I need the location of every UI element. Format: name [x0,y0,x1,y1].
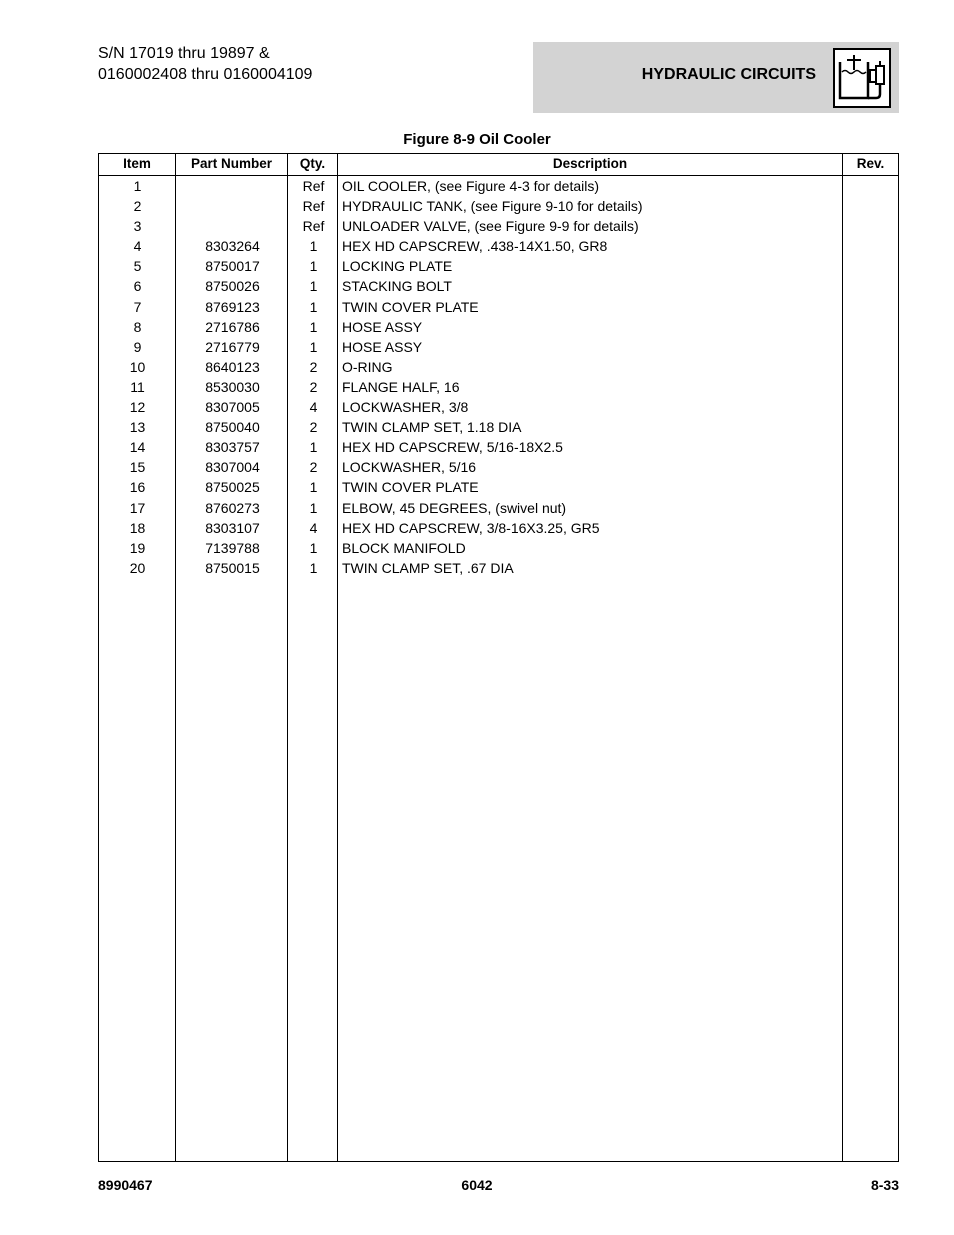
item-cell: 6 [133,278,142,295]
table-row [99,558,898,578]
table-row [99,477,898,497]
qty-cell: Ref [302,178,325,194]
description-cell: HOSE ASSY [342,338,423,355]
part-number-cell: 8750026 [205,278,260,295]
part-number-cell: 8530030 [205,378,260,395]
column-header-item: Item [123,156,151,171]
part-number-cell: 8750040 [205,419,260,436]
item-cell: 2 [133,198,142,215]
description-cell: LOCKWASHER, 5/16 [342,459,477,476]
item-cell: 20 [129,559,146,576]
table-row [99,196,898,216]
footer-page-number: 8-33 [870,1177,899,1193]
part-number-cell: 7139788 [205,539,260,556]
part-number-cell: 8303264 [205,238,260,255]
qty-cell: 1 [309,499,318,516]
qty-cell: 4 [309,519,318,536]
part-number-cell: 8303107 [205,519,260,536]
qty-cell: 2 [309,378,318,395]
part-number-cell: 8769123 [205,298,260,315]
part-number-cell: 8750025 [205,479,260,496]
item-cell: 11 [130,378,145,395]
table-row [99,297,898,317]
item-cell: 3 [133,218,142,235]
description-cell: OIL COOLER, (see Figure 4-3 for details) [342,178,600,194]
serial-line-2: 0160002408 thru 0160004109 [98,66,313,83]
description-cell: BLOCK MANIFOLD [342,539,466,556]
description-cell: TWIN COVER PLATE [342,479,479,496]
part-number-cell: 2716779 [205,338,260,355]
item-cell: 10 [129,358,146,375]
qty-cell: 1 [309,539,318,556]
column-header-rev: Rev. [856,156,885,171]
description-cell: HOSE ASSY [342,318,423,335]
table-row [99,538,898,558]
item-cell: 7 [133,298,142,315]
qty-cell: 2 [309,459,318,476]
table-row [99,377,898,397]
footer-document-number: 8990467 [98,1177,153,1193]
table-row [99,276,898,296]
section-title: HYDRAULIC CIRCUITS [641,66,816,83]
description-cell: TWIN CLAMP SET, .67 DIA [342,559,514,576]
table-row [99,236,898,256]
qty-cell: 1 [309,439,318,456]
column-header-qty: Qty. [299,156,326,171]
qty-cell: 1 [309,298,318,315]
item-cell: 14 [129,439,146,456]
item-cell: 15 [129,459,146,476]
part-number-cell: 8303757 [205,439,260,456]
description-cell: HEX HD CAPSCREW, .438-14X1.50, GR8 [342,238,608,255]
description-cell: LOCKING PLATE [342,258,453,275]
table-row [99,216,898,236]
footer-model-number: 6042 [461,1177,493,1193]
qty-cell: Ref [302,198,325,215]
serial-number-range [98,43,312,85]
parts-table [98,153,899,1162]
item-cell: 5 [133,258,142,275]
description-cell: ELBOW, 45 DEGREES, (swivel nut) [342,499,567,516]
table-row [99,337,898,357]
item-cell: 18 [129,519,146,536]
table-body [99,176,898,578]
item-cell: 13 [129,419,146,436]
column-header-description: Description [552,156,628,171]
qty-cell: 1 [309,559,318,576]
part-number-cell: 8750015 [205,559,260,576]
serial-line-1: S/N 17019 thru 19897 & [98,45,270,62]
table-row [99,256,898,276]
item-cell: 9 [133,338,142,355]
table-row [99,176,898,196]
description-cell: UNLOADER VALVE, (see Figure 9-9 for details) [342,218,639,235]
qty-cell: 1 [309,258,318,275]
table-row [99,518,898,538]
description-cell: LOCKWASHER, 3/8 [342,399,469,416]
item-cell: 4 [133,238,142,255]
table-row [99,357,898,377]
item-cell: 12 [129,399,146,416]
qty-cell: 1 [309,318,318,335]
table-row [99,498,898,518]
part-number-cell: 8640123 [205,358,260,375]
qty-cell: Ref [302,218,325,235]
description-cell: HYDRAULIC TANK, (see Figure 9-10 for details) [342,198,643,215]
qty-cell: 4 [309,399,318,416]
figure-title: Figure 8-9 Oil Cooler [403,131,551,148]
item-cell: 19 [129,539,146,556]
table-row [99,397,898,417]
qty-cell: 1 [309,479,318,496]
part-number-cell: 2716786 [205,318,260,335]
qty-cell: 2 [309,419,318,436]
part-number-cell: 8307004 [205,459,260,476]
description-cell: TWIN CLAMP SET, 1.18 DIA [342,419,522,436]
item-cell: 16 [129,479,146,496]
description-cell: O-RING [342,358,393,375]
item-cell: 17 [129,499,146,516]
description-cell: TWIN COVER PLATE [342,298,479,315]
part-number-cell: 8750017 [205,258,260,275]
hydraulic-tank-icon [833,48,891,108]
description-cell: HEX HD CAPSCREW, 5/16-18X2.5 [342,439,563,456]
qty-cell: 1 [309,238,318,255]
table-row [99,317,898,337]
section-header [533,42,899,113]
description-cell: HEX HD CAPSCREW, 3/8-16X3.25, GR5 [342,519,600,536]
qty-cell: 1 [309,338,318,355]
table-row [99,417,898,437]
description-cell: FLANGE HALF, 16 [342,378,460,395]
table-row [99,437,898,457]
part-number-cell: 8760273 [205,499,260,516]
part-number-cell: 8307005 [205,399,260,416]
item-cell: 8 [133,318,142,335]
qty-cell: 1 [309,278,318,295]
column-header-part-number: Part Number [190,156,273,171]
table-row [99,457,898,477]
description-cell: STACKING BOLT [342,278,452,295]
item-cell: 1 [133,178,142,194]
qty-cell: 2 [309,358,318,375]
